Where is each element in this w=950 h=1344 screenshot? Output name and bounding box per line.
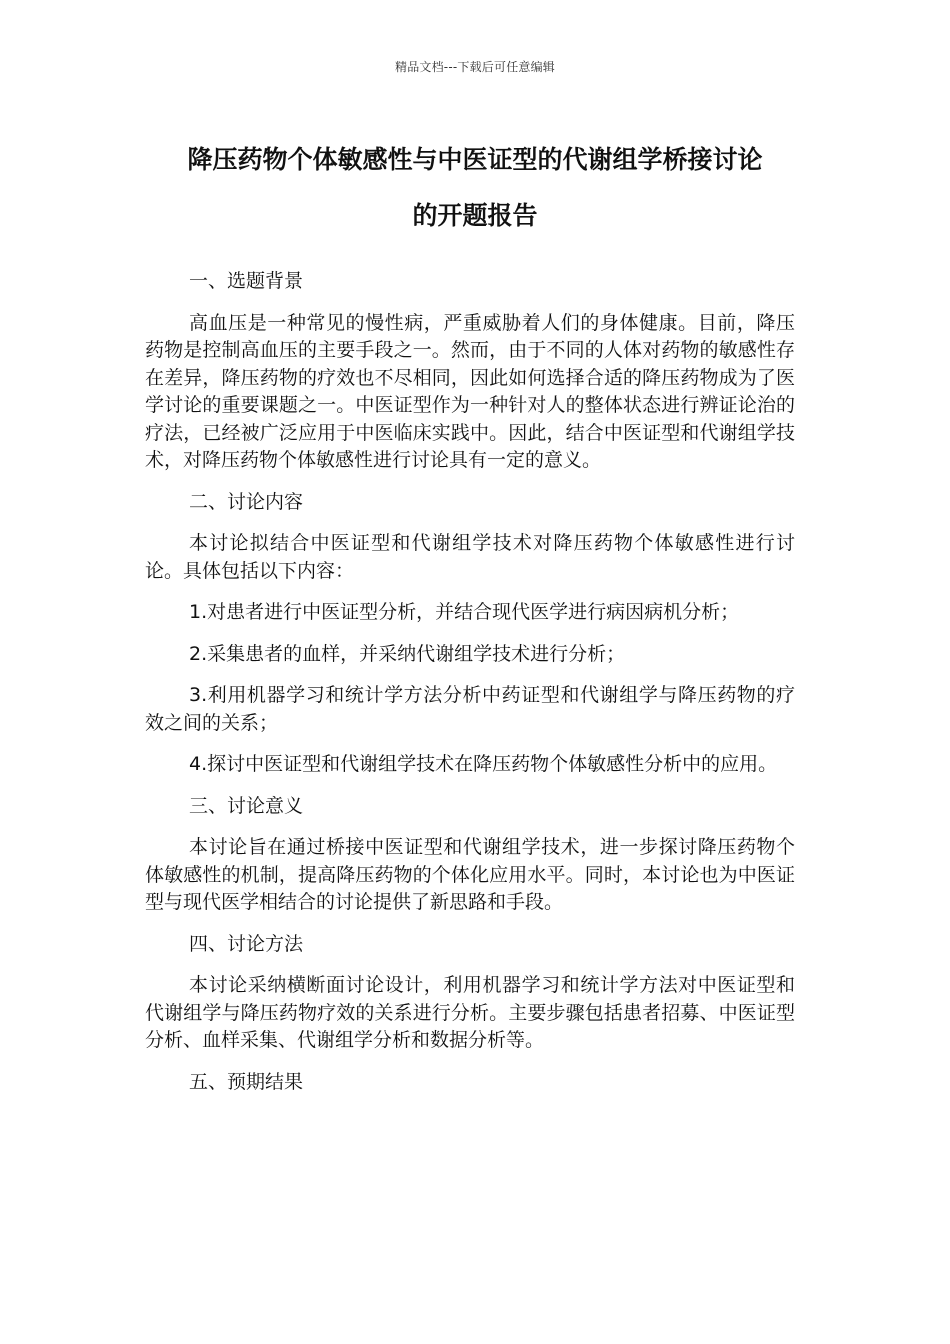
section-heading-methods: 四、讨论方法 bbox=[189, 932, 304, 955]
paragraph-significance: 本讨论旨在通过桥接中医证型和代谢组学技术，进一步探讨降压药物个体敏感性的机制，提高降压药物的个体化应用水平。同时，本讨论也为中医证型与现代医学相结合的讨论提供了新思路和手段。 bbox=[145, 836, 795, 913]
paragraph-content-intro: 本讨论拟结合中医证型和代谢组学技术对降压药物个体敏感性进行讨论。具体包括以下内容： bbox=[145, 532, 795, 582]
section-heading-expected-results: 五、预期结果 bbox=[189, 1070, 304, 1093]
list-item-2: 2.采集患者的血样，并采纳代谢组学技术进行分析； bbox=[189, 642, 626, 665]
section-heading-significance: 三、讨论意义 bbox=[189, 794, 304, 817]
list-item-4: 4.探讨中医证型和代谢组学技术在降压药物个体敏感性分析中的应用。 bbox=[189, 753, 778, 775]
section-heading-content: 二、讨论内容 bbox=[189, 490, 304, 513]
title-line-2: 的开题报告 bbox=[412, 201, 538, 230]
title-line-1: 降压药物个体敏感性与中医证型的代谢组学桥接讨论 bbox=[187, 145, 763, 174]
header-note: 精品文档---下载后可任意编辑 bbox=[395, 60, 555, 74]
paragraph-methods: 本讨论采纳横断面讨论设计，利用机器学习和统计学方法对中医证型和代谢组学与降压药物疗效的关系进行分析。主要步骤包括患者招募、中医证型分析、血样采集、代谢组学分析和数据分析等。 bbox=[145, 974, 795, 1051]
document-body bbox=[145, 268, 795, 1110]
list-item-3: 3.利用机器学习和统计学方法分析中药证型和代谢组学与降压药物的疗效之间的关系； bbox=[145, 684, 795, 734]
document-title bbox=[120, 132, 830, 244]
list-item-1: 1.对患者进行中医证型分析，并结合现代医学进行病因病机分析； bbox=[189, 601, 740, 623]
paragraph-background: 高血压是一种常见的慢性病，严重威胁着人们的身体健康。目前，降压药物是控制高血压的主要手段之一。然而，由于不同的人体对药物的敏感性存在差异，降压药物的疗效也不尽相同，因此如何选择合适的降压药物成为了医学讨论的重要课题之一。中医证型作为一种针对人的整体状态进行辨证论治的疗法，已经被广泛应用于中医临床实践中。因此，结合中医证型和代谢组学技术，对降压药物个体敏感性进行讨论具有一定的意义。 bbox=[145, 311, 795, 471]
section-heading-background: 一、选题背景 bbox=[189, 270, 304, 292]
